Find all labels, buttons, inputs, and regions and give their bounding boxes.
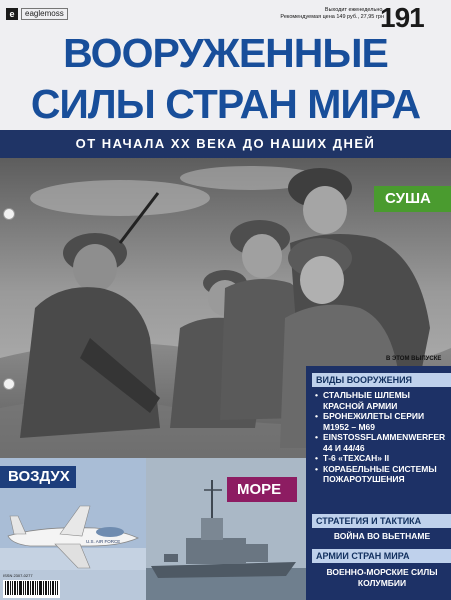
frequency-text: Выходит еженедельно. xyxy=(324,7,384,13)
magazine-title-line1: ВООРУЖЕННЫЕ xyxy=(63,30,388,76)
price-info xyxy=(276,7,384,21)
magazine-title-line2: СИЛЫ СТРАН МИРА xyxy=(30,81,421,127)
contents-weapons-title: ВИДЫ ВООРУЖЕНИЯ xyxy=(312,373,451,387)
contents-strategy-item: ВОЙНА ВО ВЬЕТНАМЕ xyxy=(333,531,431,541)
contents-armies-item: ВОЕННО-МОРСКИЕ СИЛЫ КОЛУМБИИ xyxy=(326,567,438,588)
section-sea-text: МОРЕ xyxy=(237,481,282,498)
contents-weapons-item: • СТАЛЬНЫЕ ШЛЕМЫ КРАСНОЙ АРМИИ xyxy=(314,390,450,411)
issn-text: ISSN 2307-0277 xyxy=(3,573,33,578)
magazine-subtitle: ОТ НАЧАЛА XX ВЕКА ДО НАШИХ ДНЕЙ xyxy=(75,136,376,151)
binder-hole-bottom xyxy=(3,378,15,390)
contents-weapons-item: • БРОНЕЖИЛЕТЫ СЕРИИ M1952 – M69 xyxy=(314,411,450,432)
contents-weapons-list xyxy=(314,390,450,485)
contents-heading: В ЭТОМ ВЫПУСКЕ xyxy=(386,356,442,362)
issue-number: 191 xyxy=(380,2,424,33)
section-land-label xyxy=(374,186,451,212)
price-text: Рекомендуемая цена 149 руб., 27,95 грн xyxy=(280,14,384,20)
barcode xyxy=(3,580,60,598)
section-air-label xyxy=(0,466,76,488)
contents-strategy-title: СТРАТЕГИЯ И ТАКТИКА xyxy=(312,514,451,528)
section-sea-label xyxy=(227,477,297,502)
contents-weapons-item: • Т-6 «ТЕХСАН» II xyxy=(314,453,450,464)
section-air-text: ВОЗДУХ xyxy=(8,468,70,485)
publisher-logo-mark: e xyxy=(6,8,18,20)
publisher-logo xyxy=(6,8,68,20)
contents-weapons-item: • EINSTOSSFLAMMENWERFER 44 И 44/46 xyxy=(314,432,450,453)
contents-weapons-item: • КОРАБЕЛЬНЫЕ СИСТЕМЫ ПОЖАРОТУШЕНИЯ xyxy=(314,464,450,485)
plane-marking-text: U.S. AIR FORCE xyxy=(86,539,121,544)
binder-hole-top xyxy=(3,208,15,220)
contents-armies-title: АРМИИ СТРАН МИРА xyxy=(312,549,451,563)
publisher-name: eaglemoss xyxy=(21,8,68,20)
section-land-text: СУША xyxy=(385,190,431,207)
